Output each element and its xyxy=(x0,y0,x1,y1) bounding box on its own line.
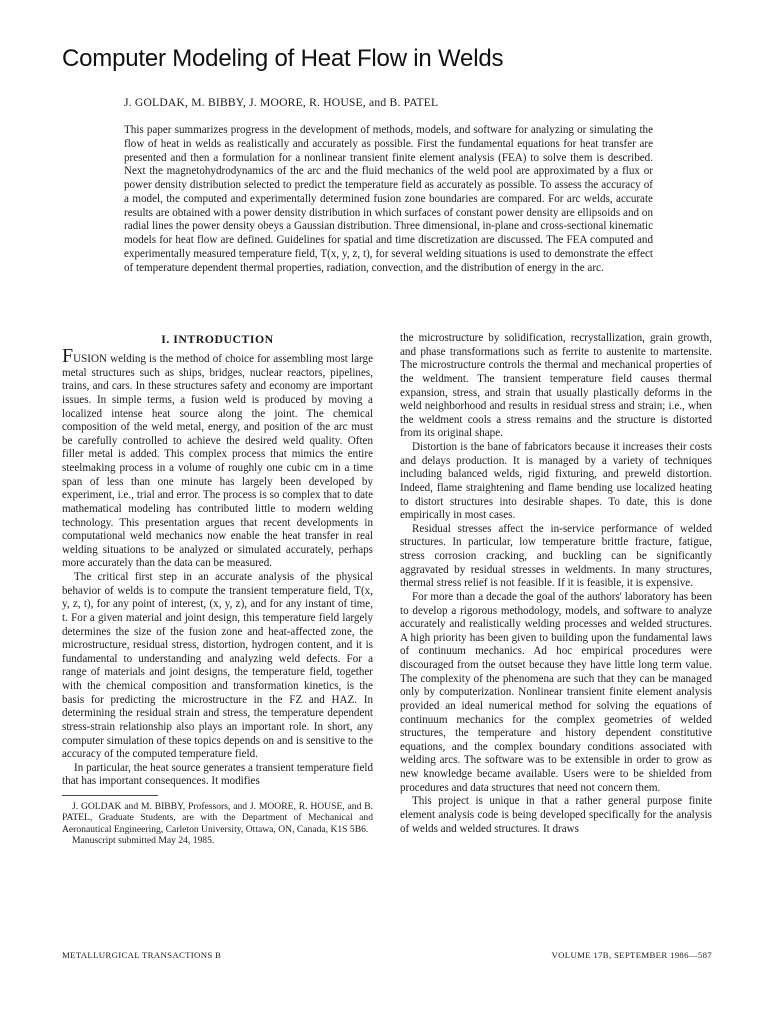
intro-paragraph-8: This project is unique in that a rather general purpose finite element analysis code is being developed specifically for the analysis of welds and welded structures. It draws xyxy=(400,795,712,835)
intro-paragraph-2: The critical first step in an accurate analysis of the physical behavior of welds is to compute the transient temperature field, T(x, y, z, t), for any point of interest, (x, y, z), and for any instant of time, t. For a given material and joint design, this temperature field largely determines the size of the fusion zone and heat-affected zone, the microstructure, residual stress, distortion, hydrogen content, and it is fundamental to understanding and analyzing weld defects. For a range of materials and joint designs, the temperature field, together with the chemical composition and transformation kinetics, is the basis for predicting the microstructure in the FZ and HAZ. In determining the residual strain and stress, the temperature dependent stress-strain relationship also plays an important role. In short, any computer simulation of these topics depends on and is sensitive to the accuracy of the computed temperature field. xyxy=(62,571,373,761)
right-column xyxy=(400,332,712,836)
section-heading: I. INTRODUCTION xyxy=(161,332,274,346)
journal-name-footer: METALLURGICAL TRANSACTIONS B xyxy=(62,950,222,960)
intro-paragraph-1-text: welding is the method of choice for assembling most large metal structures such as ships, bridges, nuclear reactors, pipelines, trains, and cars. In these structures safety and economy are important issues. In simple terms, a fusion weld is produced by moving a localized intense heat source along the joint. The chemical composition of the weld metal, energy, and position of the arc must be carefully controlled to achieve the desired weld quality. Often filler metal is added. This complex process that mimics the entire steelmaking process in a volume of roughly one cubic cm in a time span of less than one minute has largely been developed by experiment, i.e., trial and error. The process is so complex that to date mathematical modeling has contributed little to modern welding technology. This presentation argues that recent developments in computational weld mechanics now enable the heat transfer in real welding situations to be analyzed or simulated accurately, perhaps more accurately than the data can be measured. xyxy=(62,353,373,570)
footnote xyxy=(62,801,373,847)
intro-paragraph-5: Distortion is the bane of fabricators because it increases their costs and delays production. It is managed by a variety of techniques including balanced welds, rigid fixturing, and preweld distortion. Indeed, flame straightening and flame bending use localized heating to distort structures into desirable shapes. To date, this is done empirically in most cases. xyxy=(400,441,712,522)
footnote-submitted: Manuscript submitted May 24, 1985. xyxy=(72,835,215,847)
left-column xyxy=(62,332,373,847)
intro-paragraph-7: For more than a decade the goal of the authors' laboratory has been to develop a rigorous methodology, models, and software to analyze accurately and realistically welding processes and welded structures. A high priority has been given to building upon the fundamental laws of continuum mechanics. Ad hoc empirical procedures were discouraged from the outset because they have little long term value. The complexity of the phenomena are such that they can be managed only by computerization. Nonlinear transient finite element analysis provided an ideal numerical method for solving the equations of continuum mechanics for the complex geometries of welded structures, the temperature and history dependent constitutive equations, and the complex boundary conditions associated with welding arcs. The software was to be extensible in order to grow as new knowledge became available. Users were to be shielded from procedures and data structures that need not concern them. xyxy=(400,590,712,794)
drop-cap: F xyxy=(62,345,74,367)
intro-paragraph-4: the microstructure by solidification, recrystallization, grain growth, and phase transformations such as ferrite to austenite to martensite. The microstructure controls the thermal and mechanical properties of the weldment. The transient temperature field causes thermal expansion, stress, and strain that usually plastically deforms in the weld neighborhood and results in residual stress and strain; i.e., when the weldment cools a stress remains and the structure is distorted from its original shape. xyxy=(400,332,712,440)
author-list: J. GOLDAK, M. BIBBY, J. MOORE, R. HOUSE, and B. PATEL xyxy=(124,96,439,109)
intro-paragraph-1 xyxy=(62,345,373,571)
intro-paragraph-3: In particular, the heat source generates a transient temperature field that has important consequences. It modifies xyxy=(62,761,373,788)
volume-page-footer: VOLUME 17B, SEPTEMBER 1986—587 xyxy=(551,950,712,960)
abstract: This paper summarizes progress in the development of methods, models, and software for analyzing or simulating the flow of heat in welds as realistically and accurately as possible. First the fundamental equations for heat transfer are presented and then a formulation for a nonlinear transient finite element analysis (FEA) to solve them is described. Next the magnetohydrodynamics of the arc and the fluid mechanics of the weld pool are approximated by a flux or power density distribution selected to predict the temperature field as accurately as possible. To assess the accuracy of a model, the computed and experimentally determined fusion zone boundaries are compared. For arc welds, accurate results are obtained with a power density distribution in which surfaces of constant power density are ellipsoids and on radial lines the power density obeys a Gaussian distribution. Three dimensional, in-plane and cross-sectional kinematic models for heat flow are defined. Guidelines for spatial and time discretization are discussed. The FEA computed and experimentally measured temperature field, T(x, y, z, t), for several welding situations is used to demonstrate the effect of temperature dependent thermal properties, radiation, convection, and the distribution of energy in the arc. xyxy=(124,124,653,274)
drop-cap-word-rest: USION xyxy=(73,353,108,365)
article-title: Computer Modeling of Heat Flow in Welds xyxy=(62,45,504,72)
footnote-affiliation: J. GOLDAK and M. BIBBY, Professors, and J. MOORE, R. HOUSE, and B. PATEL, Graduate Students, are with the Department of Mechanical and Aeronautical Engineering, Carleton University, Ottawa, ON, Canada, K1S 5B6. xyxy=(62,801,373,835)
intro-paragraph-6: Residual stresses affect the in-service performance of welded structures. In particular, low temperature brittle fracture, fatigue, stress corrosion cracking, and buckling can be significantly aggravated by residual stresses in weldments. In many structures, thermal stress relief is not feasible. If it is feasible, it is expensive. xyxy=(400,522,712,590)
footnote-divider xyxy=(62,795,158,796)
